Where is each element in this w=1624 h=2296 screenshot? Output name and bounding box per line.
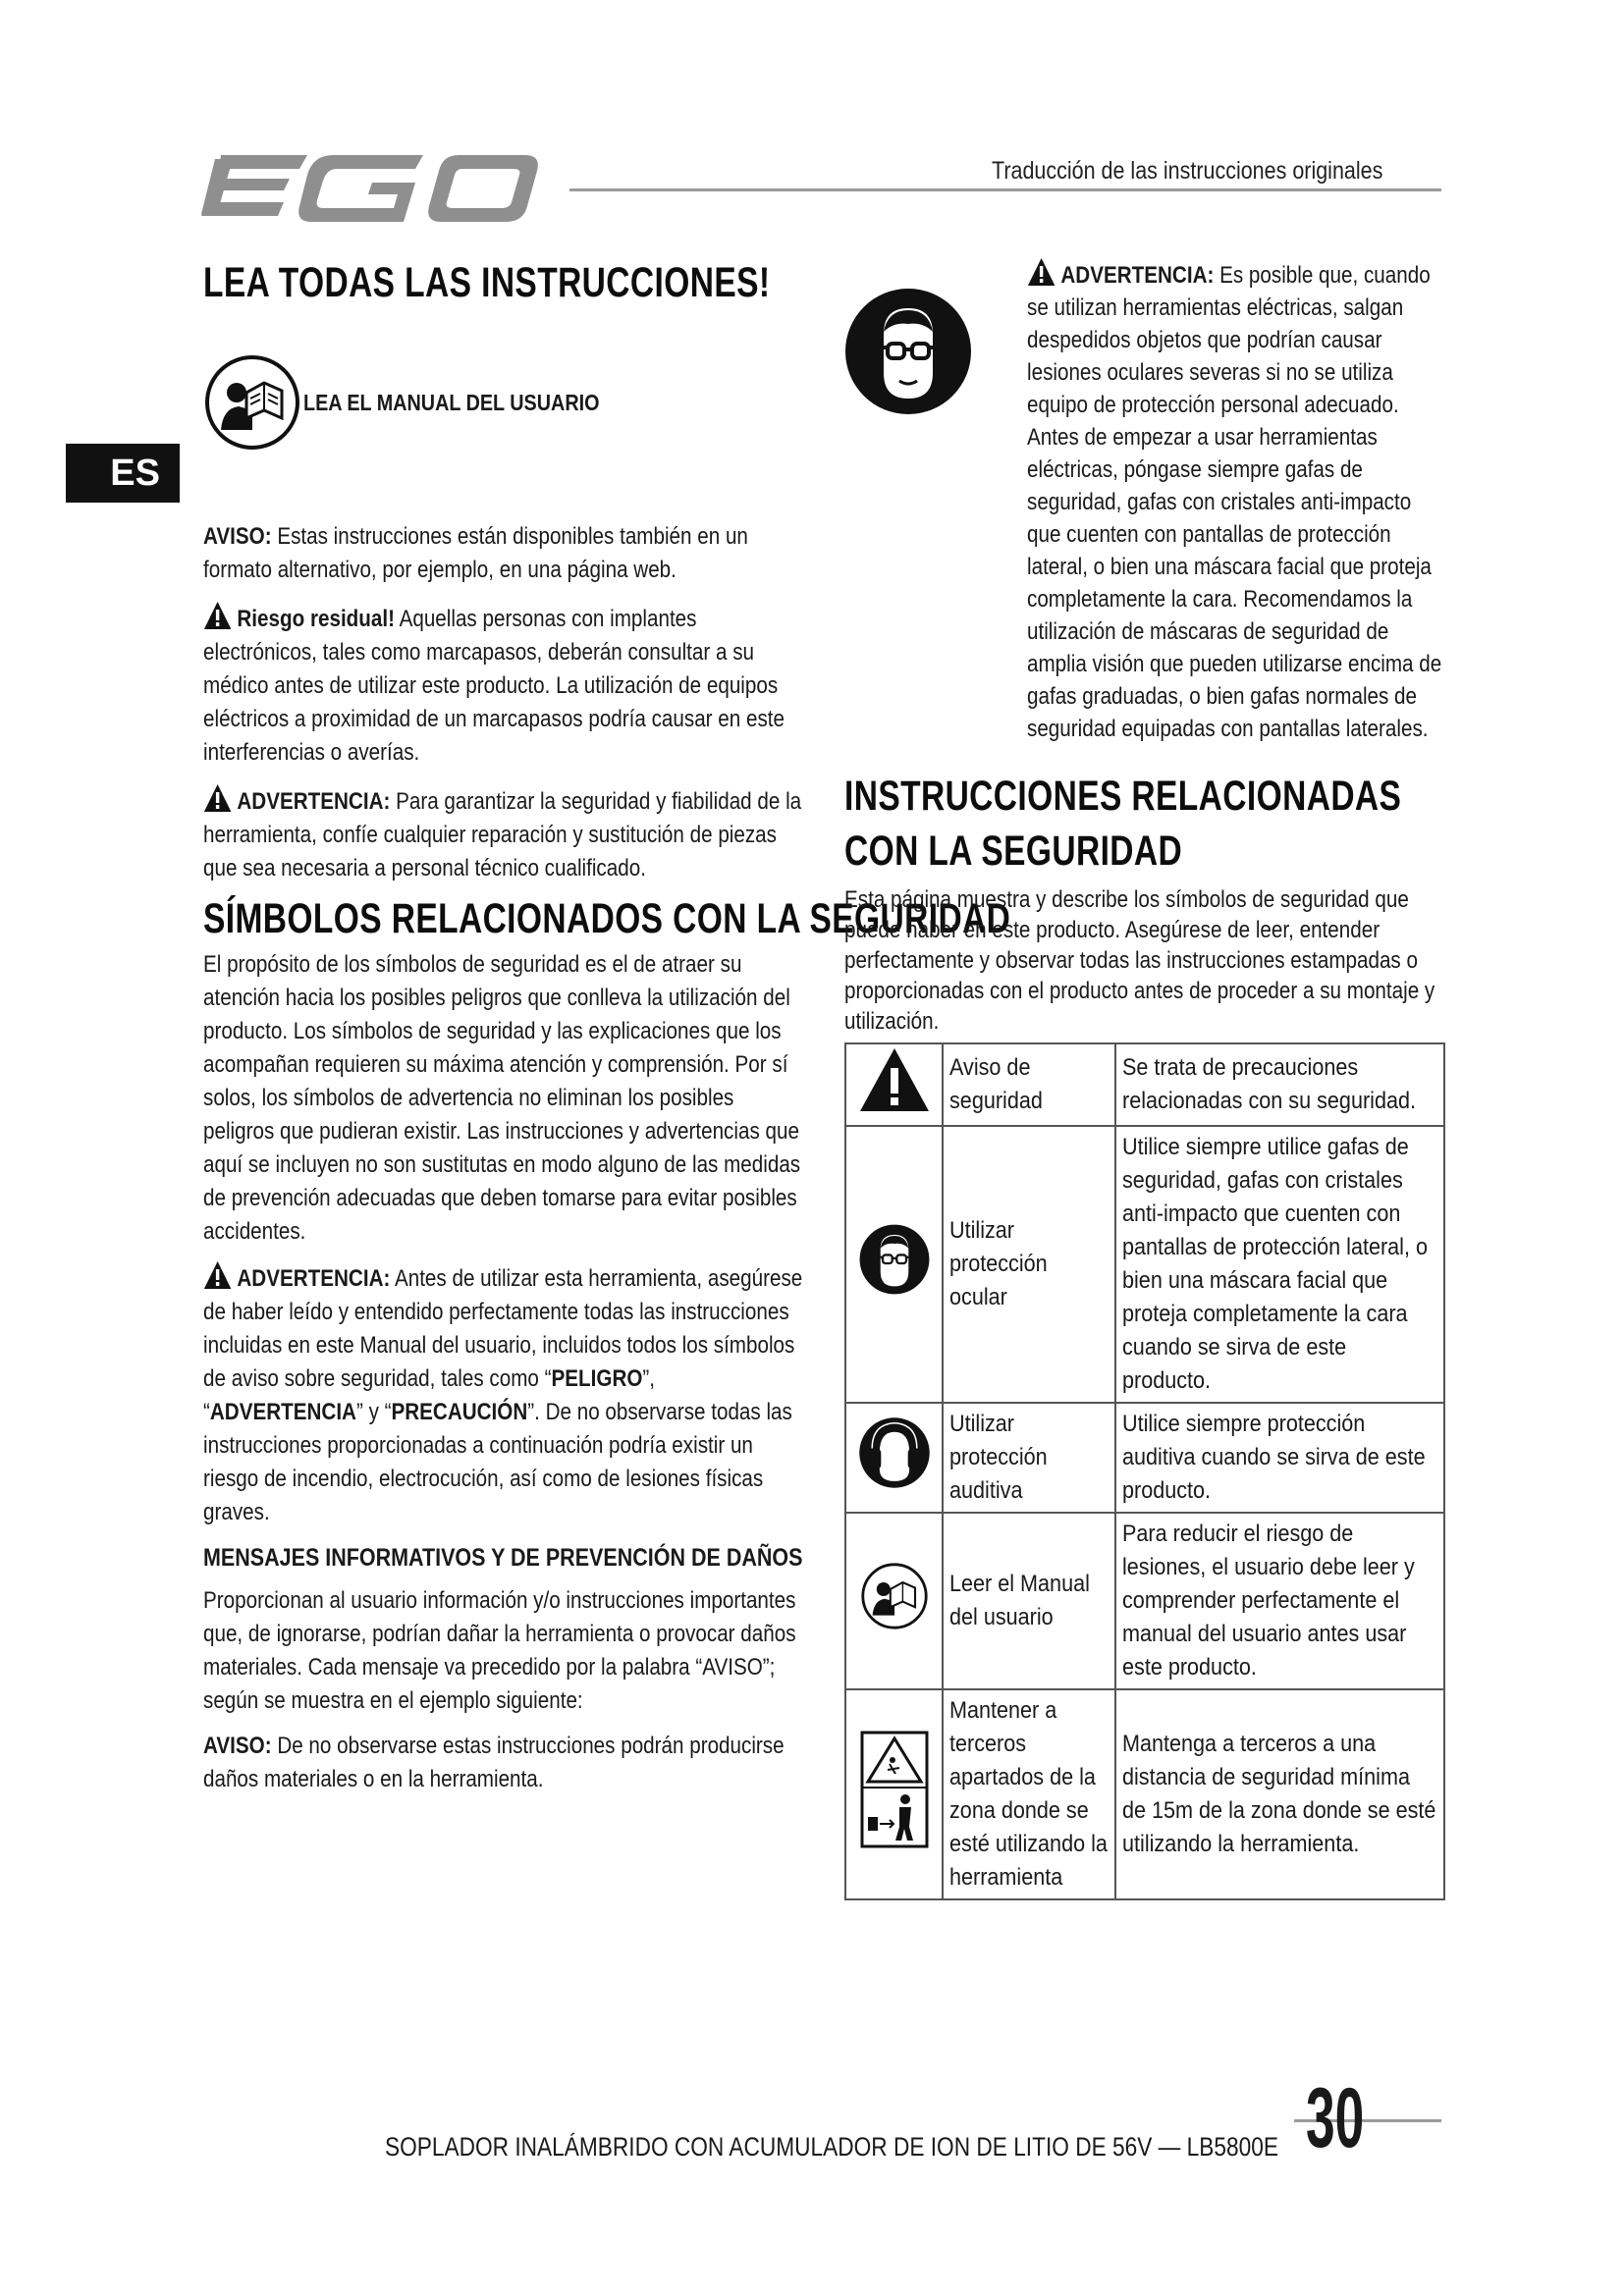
residual-risk-label: Riesgo residual! [237,606,395,632]
warning-text-b: ”, “ [203,1365,656,1425]
symbol-desc-cell [1115,1513,1444,1689]
footer-product-title: SOPLADOR INALÁMBRIDO CON ACUMULADOR DE ION DE LITIO DE 56V — LB5800E [385,2132,1278,2162]
symbol-desc: Para reducir el riesgo de lesiones, el usuario debe leer y comprender perfectamente el manual del usuario antes usar este producto. [1122,1521,1415,1681]
symbol-desc-cell [1115,1689,1444,1899]
language-tab: ES [66,444,180,503]
icon-cell [845,1513,943,1689]
safety-symbols-title: SÍMBOLOS RELACIONADOS CON LA SEGURIDAD [203,895,1011,942]
icon-cell [845,1043,943,1126]
symbol-name-cell [943,1513,1115,1689]
warning-triangle-icon [858,1046,931,1113]
table-row [845,1043,1444,1126]
icon-cell [845,1126,943,1403]
symbol-desc: Utilice siempre protección auditiva cuando se sirva de este producto. [1122,1411,1426,1504]
warning-text-c: ” y “ [355,1399,392,1425]
warning-triangle-icon [203,1260,232,1290]
aviso-text: Estas instrucciones están disponibles también en un formato alternativo, por ejemplo, en una página web. [203,523,748,583]
advertencia-word: ADVERTENCIA [209,1399,356,1425]
symbol-name-cell [943,1689,1115,1899]
warning-label: ADVERTENCIA: [237,788,391,815]
warning-text: Es posible que, cuando se utilizan herramientas eléctricas, salgan despedidos objetos que podrían causar lesiones oculares severas si no se utiliza equipo de protección personal adecuado. Antes de empezar a usar herramientas eléctricas, póngase siempre gafas de seguridad, gafas con cristales anti-impacto que cuenten con pantallas de protección lateral, o bien una máscara facial que proteja completamente la cara. Recomendamos la utilización de máscaras de seguridad de amplia visión que pueden utilizarse encima de gafas graduadas, o bien gafas normales de seguridad equipadas con pantallas laterales. [1027,262,1442,742]
eye-warning-paragraph [1027,257,1442,745]
ego-logo [201,147,540,226]
safety-instructions-title: INSTRUCCIONES RELACIONADAS CON LA SEGURIDAD [844,773,1402,875]
right-column [844,257,1443,1900]
eye-protection-icon [857,1220,932,1299]
warning-label: ADVERTENCIA: [237,1265,391,1292]
read-manual-icon [860,1562,929,1630]
symbol-name: Mantener a terceros apartados de la zona donde se esté utilizando la herramienta [949,1697,1108,1891]
warning-text: Para garantizar la seguridad y fiabilidad de la herramienta, confíe cualquier reparación y sustitución de piezas que sea necesaria a personal técnico cualificado. [203,788,802,881]
symbol-name: Aviso de seguridad [949,1054,1043,1114]
keep-bystanders-away-icon [860,1731,929,1848]
symbol-desc: Mantenga a terceros a una distancia de seguridad mínima de 15m de la zona donde se esté utilizando la herramienta. [1122,1731,1436,1857]
symbol-desc-cell [1115,1403,1444,1513]
residual-risk-text: Aquellas personas con implantes electrónicos, tales como marcapasos, deberán consultar a su médico antes de utilizar este producto. La utilización de equipos eléctricos a proximidad de un marcapasos podría causar en este interferencias o averías. [203,606,785,766]
table-row [845,1403,1444,1513]
aviso-text: De no observarse estas instrucciones podrán producirse daños materiales o en la herramienta. [203,1733,785,1792]
symbol-name: Utilizar protección auditiva [949,1411,1048,1504]
read-manual-row [203,353,808,452]
safety-instructions-text: Esta página muestra y describe los símbolos de seguridad que puede haber en este producto. Asegúrese de leer, entender perfectamente y observar todas las instrucciones estampadas o proporcionadas con el producto antes de proceder a su montaje y utilización. [844,886,1435,1035]
aviso-label: AVISO: [203,1733,272,1759]
residual-risk-paragraph [203,601,807,770]
eye-protection-icon [844,283,972,426]
eye-warning-block [844,257,1443,745]
table-row [845,1689,1444,1899]
warning-read-manual-paragraph [203,1260,807,1529]
symbol-name-cell [943,1126,1115,1403]
header-rule [569,188,1441,191]
aviso-alt-format [203,520,807,587]
read-manual-icon [203,353,301,452]
aviso-label: AVISO: [203,523,272,550]
read-manual-label: LEA EL MANUAL DEL USUARIO [303,389,600,415]
icon-cell [845,1403,943,1513]
symbol-desc-cell [1115,1126,1444,1403]
table-row [845,1513,1444,1689]
warning-triangle-icon [203,601,232,630]
logo-text: EGO [201,147,204,148]
warning-text-d: ”. De no observarse todas las instrucciones proporcionadas a continuación podría existir un riesgo de incendio, electrocución, así como de lesiones físicas graves. [203,1399,792,1525]
page-number: 30 [1306,2071,1365,2165]
aviso-damage-paragraph [203,1730,807,1796]
symbol-name: Utilizar protección ocular [949,1217,1048,1310]
symbol-desc: Se trata de precauciones relacionadas con su seguridad. [1122,1054,1416,1114]
icon-cell [845,1689,943,1899]
safety-symbols-text: El propósito de los símbolos de seguridad es el de atraer su atención hacia los posibles peligros que conlleva la utilización del producto. Los símbolos de seguridad y las explicaciones que los acompañan requieren su máxima atención y comprensión. Por sí solos, los símbolos de advertencia no eliminan los posibles peligros que pudieran existir. Las instrucciones y advertencias que aquí se incluyen no son sustitutas en modo alguno de las medidas de prevención adecuadas que deben tomarse para evitar posibles accidentes. [203,951,801,1245]
informative-messages-title: MENSAJES INFORMATIVOS Y DE PREVENCIÓN DE DAÑOS [203,1544,803,1572]
warning-text-a: Antes de utilizar esta herramienta, asegúrese de haber leído y entendido perfectamente todas las instrucciones incluidas en este Manual del usuario, incluidos todos los símbolos de aviso sobre seguridad, tales como “ [203,1265,803,1392]
peligro-word: PELIGRO [551,1365,643,1392]
read-all-instructions-title: LEA TODAS LAS INSTRUCCIONES! [203,259,771,306]
symbol-desc-cell [1115,1043,1444,1126]
table-row [845,1126,1444,1403]
precaucion-word: PRECAUCIÓN [391,1399,528,1425]
warning-label: ADVERTENCIA: [1060,262,1215,289]
symbol-name: Leer el Manual del usuario [949,1571,1090,1630]
warning-triangle-icon [1027,257,1056,287]
warning-repairs-paragraph [203,783,807,885]
informative-messages-text: Proporcionan al usuario información y/o instrucciones importantes que, de ignorarse, podrían dañar la herramienta o provocar daños materiales. Cada mensaje va precedido por la palabra “AVISO”; según se muestra en el ejemplo siguiente: [203,1587,796,1714]
symbol-name-cell [943,1043,1115,1126]
symbol-desc: Utilice siempre utilice gafas de seguridad, gafas con cristales anti-impacto que cuenten con pantallas de protección lateral, o bien una máscara facial que proteja completamente la cara cuando se sirva de este producto. [1122,1134,1429,1394]
symbol-name-cell [943,1403,1115,1513]
hearing-protection-icon [857,1415,932,1490]
warning-triangle-icon [203,783,232,813]
header-subtitle: Traducción de las instrucciones originales [992,157,1383,185]
safety-symbols-table [844,1042,1445,1900]
